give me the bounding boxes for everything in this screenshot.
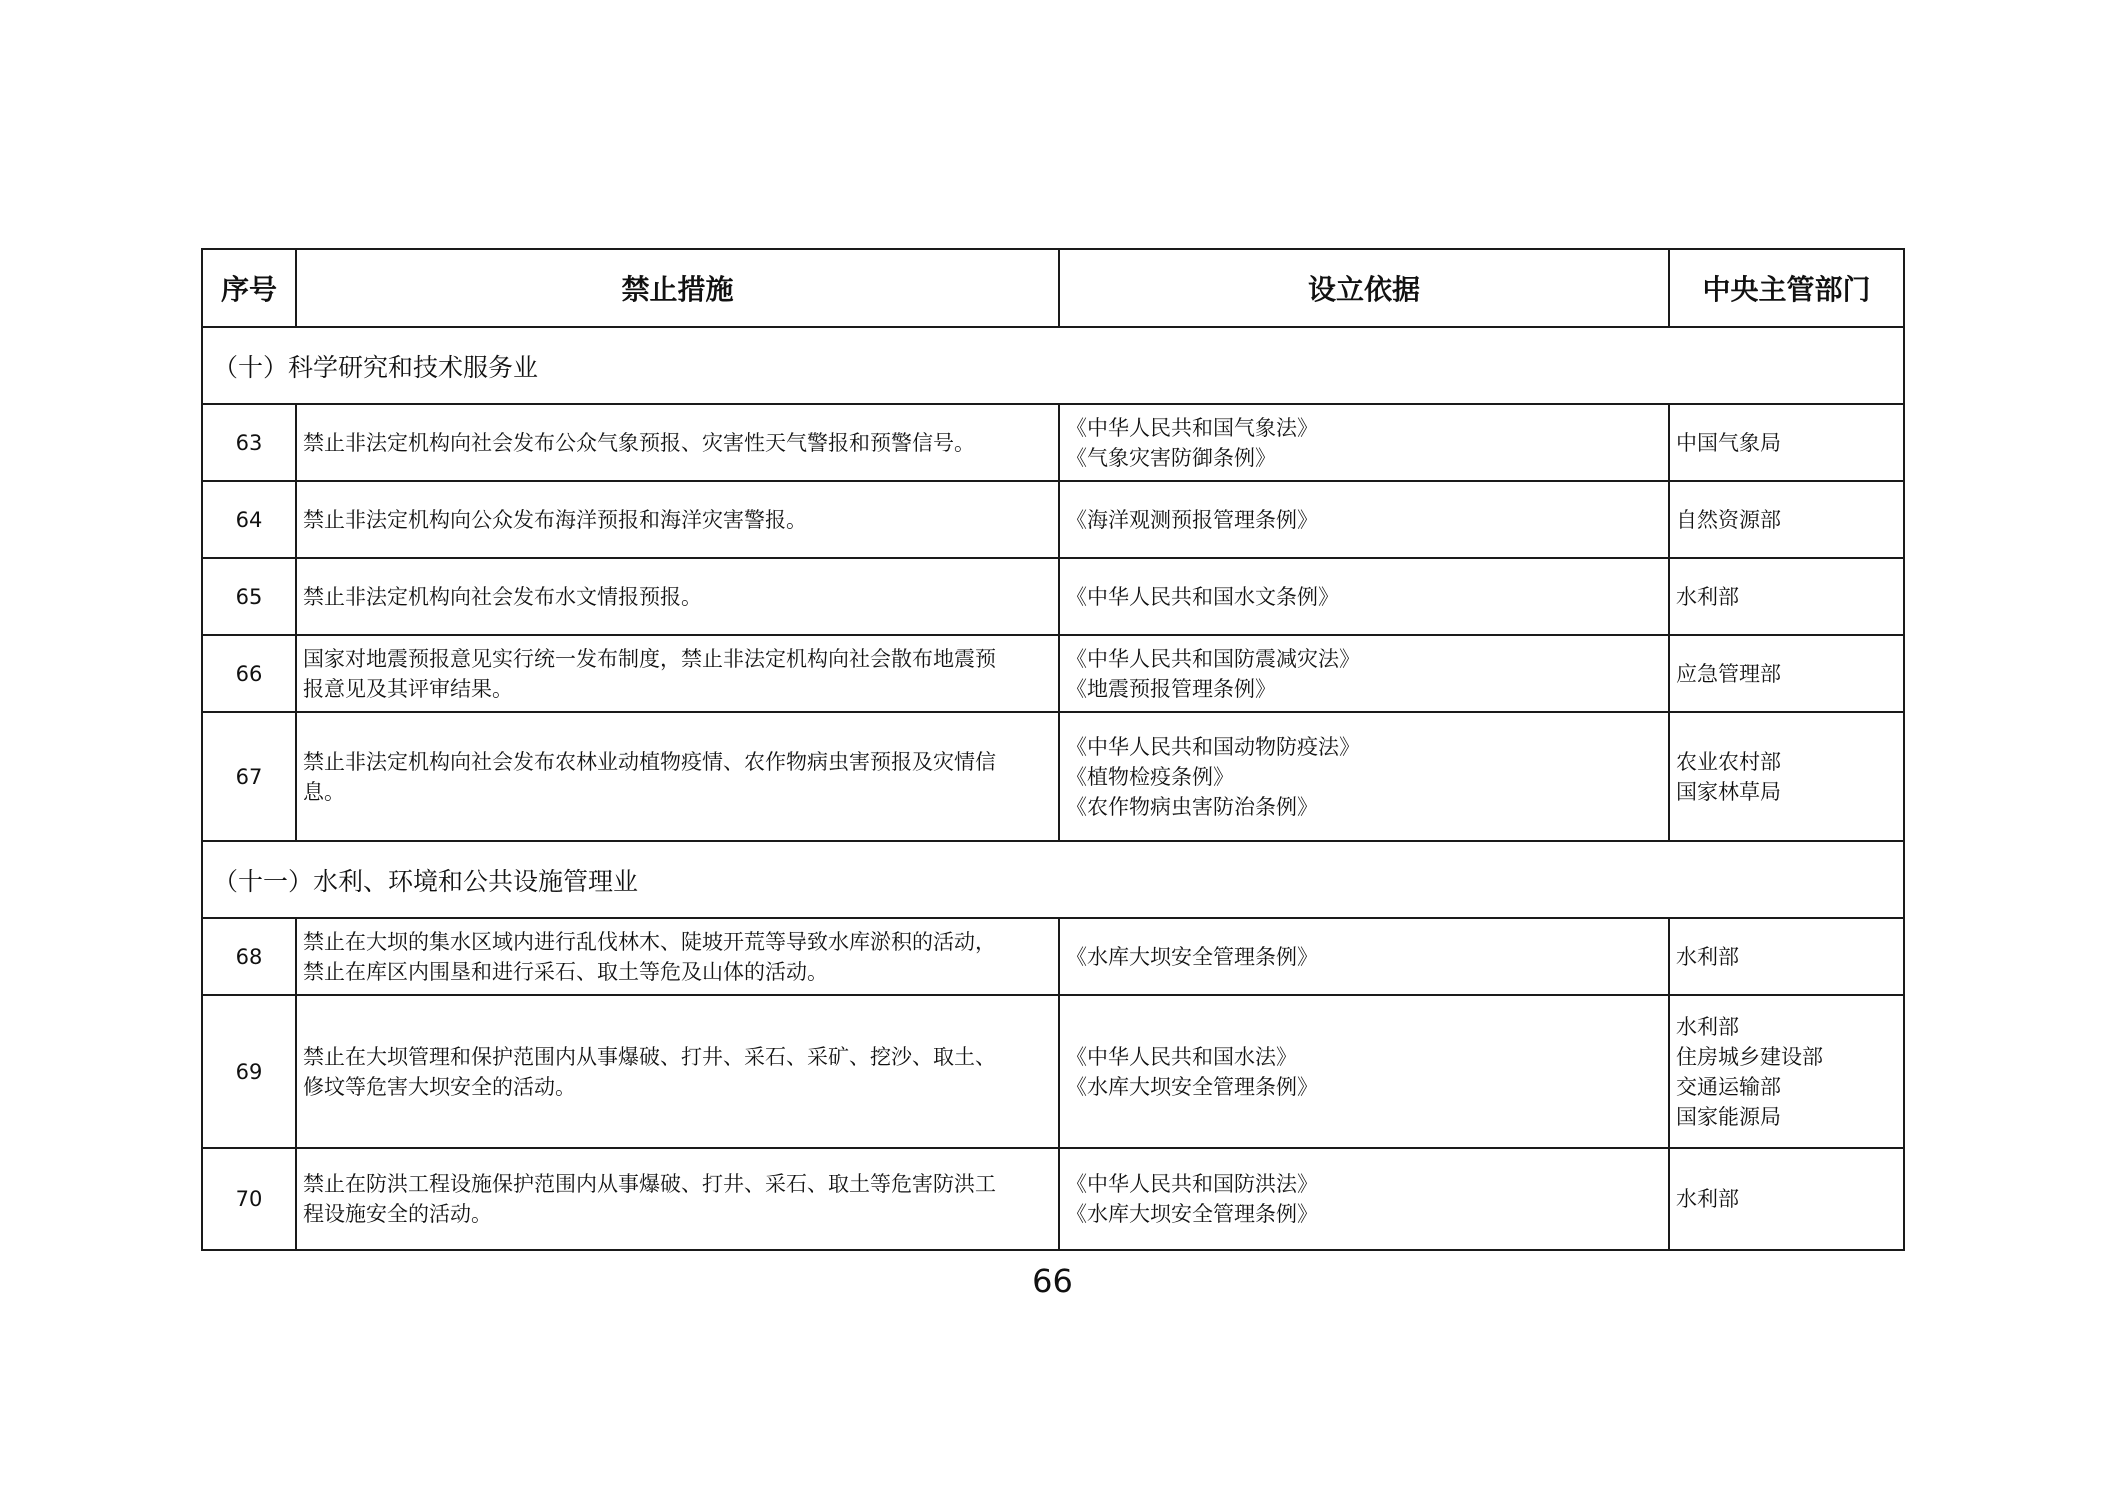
dept-line: 水利部 [1676,1014,1739,1039]
basis-line: 《植物检疫条例》 [1066,764,1234,789]
measure-line: 禁止在库区内围垦和进行采石、取土等危及山体的活动。 [303,959,828,984]
basis-line: 《水库大坝安全管理条例》 [1066,1202,1318,1226]
dept-line: 水利部 [1676,944,1739,969]
row-basis [1059,918,1669,995]
row-number: 63 [202,404,296,481]
row-number: 69 [202,995,296,1148]
section-row [202,327,1904,404]
row-measure [296,918,1059,995]
basis-line: 《中华人民共和国动物防疫法》 [1066,734,1360,759]
row-dept [1669,918,1904,995]
basis-line: 《中华人民共和国水法》 [1066,1044,1297,1069]
table-row [202,558,1904,635]
dept-line: 水利部 [1676,584,1739,609]
row-number: 64 [202,481,296,558]
section-row [202,841,1904,918]
row-number: 65 [202,558,296,635]
row-dept [1669,404,1904,481]
header-basis: 设立依据 [1059,249,1669,327]
basis-line: 《水库大坝安全管理条例》 [1066,1074,1318,1099]
header-no: 序号 [202,249,296,327]
row-basis [1059,558,1669,635]
basis-line: 《气象灾害防御条例》 [1066,445,1276,470]
row-dept [1669,558,1904,635]
prohibition-table [201,248,1905,1251]
row-basis [1059,635,1669,712]
row-basis [1059,1148,1669,1250]
measure-line: 程设施安全的活动。 [303,1202,492,1226]
measure-line: 修坟等危害大坝安全的活动。 [303,1074,576,1099]
measure-line: 禁止非法定机构向社会发布公众气象预报、灾害性天气警报和预警信号。 [303,430,975,455]
section-title: （十）科学研究和技术服务业 [202,327,1904,404]
page-number: 66 [1032,1262,1073,1300]
dept-line: 应急管理部 [1676,661,1781,686]
row-dept [1669,712,1904,841]
row-number: 70 [202,1148,296,1250]
row-measure [296,558,1059,635]
measure-line: 禁止在防洪工程设施保护范围内从事爆破、打井、采石、取土等危害防洪工 [303,1172,996,1196]
basis-line: 《中华人民共和国水文条例》 [1066,584,1339,609]
row-number: 68 [202,918,296,995]
row-measure [296,635,1059,712]
basis-line: 《地震预报管理条例》 [1066,676,1276,701]
measure-line: 报意见及其评审结果。 [303,676,513,701]
row-measure [296,995,1059,1148]
row-basis [1059,404,1669,481]
table-row [202,481,1904,558]
table-row [202,1148,1904,1250]
dept-line: 交通运输部 [1676,1074,1781,1099]
header-measure: 禁止措施 [296,249,1059,327]
basis-line: 《中华人民共和国防震减灾法》 [1066,646,1360,671]
table-row [202,995,1904,1148]
basis-line: 《农作物病虫害防治条例》 [1066,794,1318,819]
row-measure [296,481,1059,558]
dept-line: 水利部 [1676,1187,1739,1211]
table-row [202,918,1904,995]
basis-line: 《中华人民共和国气象法》 [1066,415,1318,440]
dept-line: 自然资源部 [1676,507,1781,532]
basis-line: 《中华人民共和国防洪法》 [1066,1172,1318,1196]
measure-line: 息。 [303,779,345,804]
row-basis [1059,995,1669,1148]
row-basis [1059,712,1669,841]
measure-line: 禁止在大坝的集水区域内进行乱伐林木、陡坡开荒等导致水库淤积的活动， [303,929,996,954]
basis-line: 《水库大坝安全管理条例》 [1066,944,1318,969]
dept-line: 国家林草局 [1676,779,1781,804]
basis-line: 《海洋观测预报管理条例》 [1066,507,1318,532]
row-measure [296,404,1059,481]
dept-line: 中国气象局 [1676,430,1781,455]
row-dept [1669,481,1904,558]
table-row [202,635,1904,712]
dept-line: 农业农村部 [1676,749,1781,774]
row-dept [1669,635,1904,712]
header-dept: 中央主管部门 [1669,249,1904,327]
row-dept [1669,995,1904,1148]
table-row [202,712,1904,841]
row-dept [1669,1148,1904,1250]
row-measure [296,712,1059,841]
row-number: 67 [202,712,296,841]
row-number: 66 [202,635,296,712]
measure-line: 禁止非法定机构向公众发布海洋预报和海洋灾害警报。 [303,507,807,532]
row-measure [296,1148,1059,1250]
table-header-row [202,249,1904,327]
table-row [202,404,1904,481]
section-title: （十一）水利、环境和公共设施管理业 [202,841,1904,918]
dept-line: 住房城乡建设部 [1676,1044,1823,1069]
row-basis [1059,481,1669,558]
measure-line: 禁止在大坝管理和保护范围内从事爆破、打井、采石、采矿、挖沙、取土、 [303,1044,996,1069]
measure-line: 国家对地震预报意见实行统一发布制度，禁止非法定机构向社会散布地震预 [303,646,996,671]
measure-line: 禁止非法定机构向社会发布水文情报预报。 [303,584,702,609]
measure-line: 禁止非法定机构向社会发布农林业动植物疫情、农作物病虫害预报及灾情信 [303,749,996,774]
dept-line: 国家能源局 [1676,1104,1781,1129]
